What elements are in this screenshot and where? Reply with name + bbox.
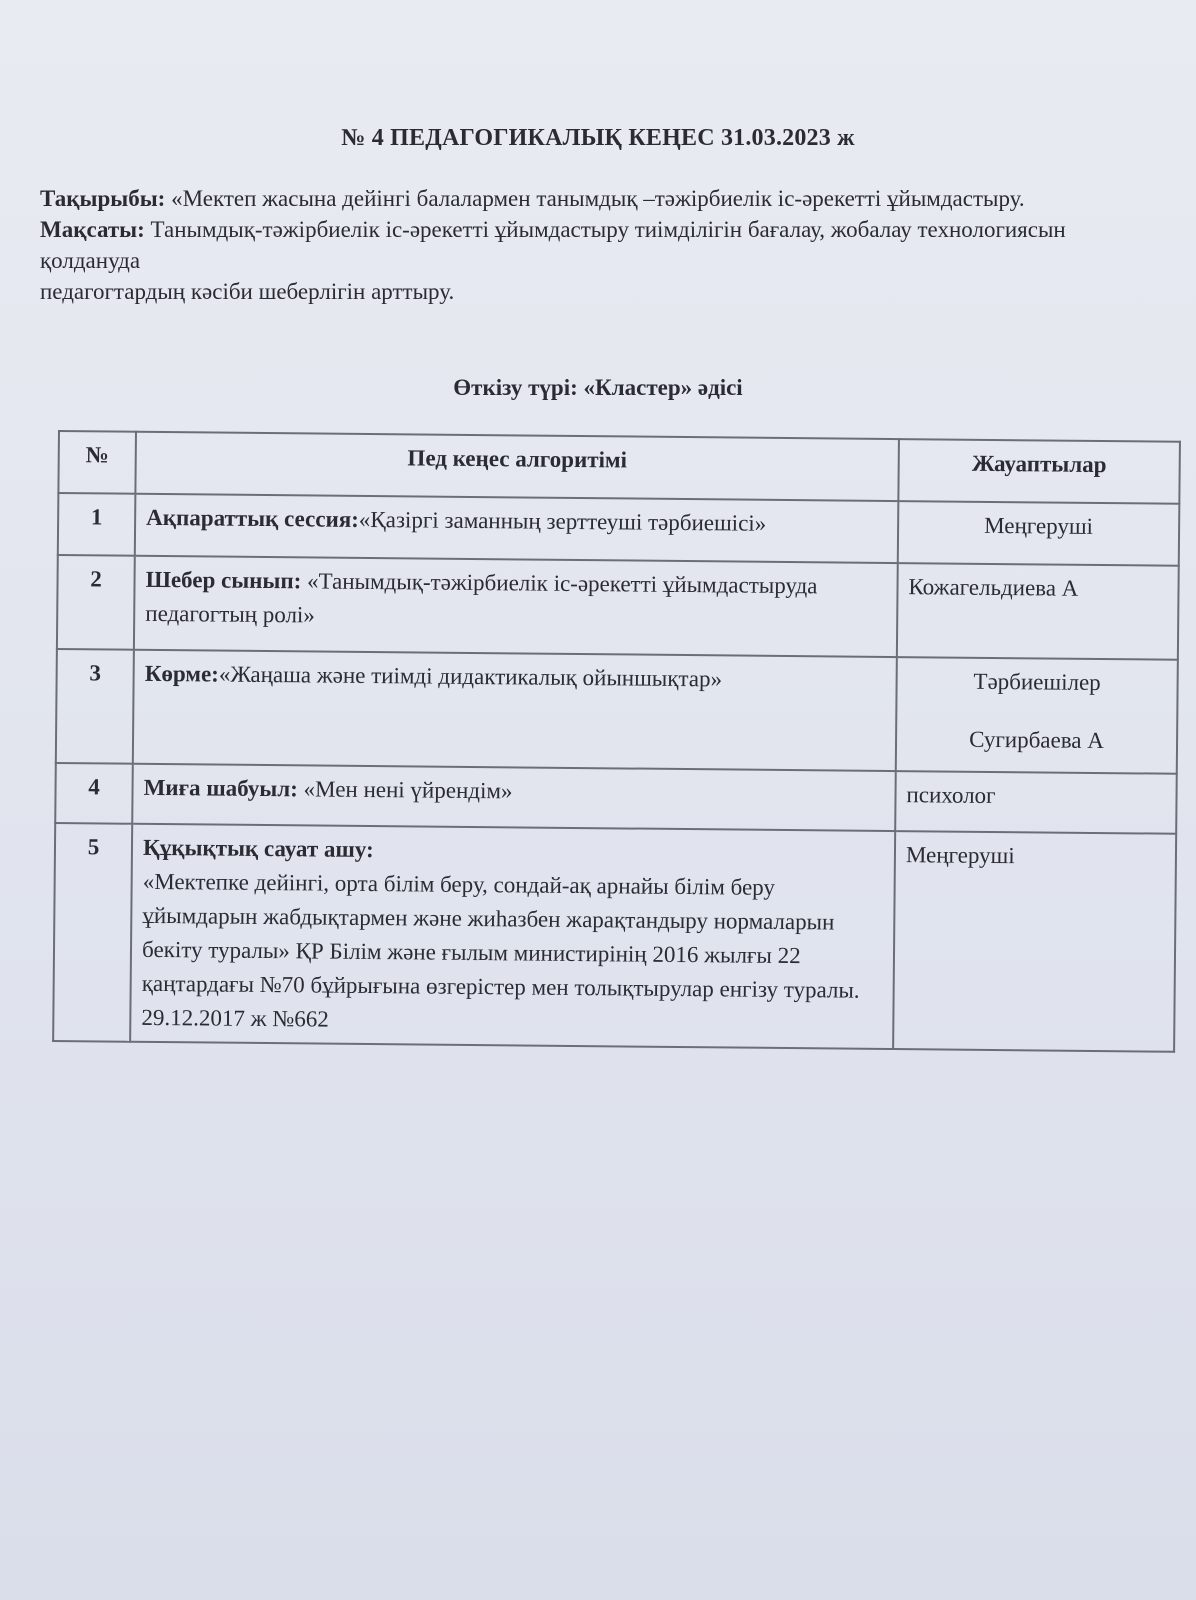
topic-label: Тақырыбы:: [40, 186, 166, 211]
row-responsible: [896, 657, 1178, 774]
row-item: [134, 556, 898, 657]
responsible-name: Сугирбаева А: [969, 726, 1105, 754]
row-item: [130, 824, 895, 1049]
responsible-name: психолог: [906, 782, 996, 809]
table-row: [55, 763, 1177, 834]
table-row: [58, 493, 1180, 566]
table-row: [57, 555, 1179, 660]
row-item: [132, 764, 895, 831]
row-responsible: [895, 771, 1177, 834]
responsible-name: Тәрбиешілер: [973, 668, 1101, 696]
responsible-name: Меңгеруші: [905, 842, 1015, 869]
row-item-title: Көрме:: [144, 660, 220, 687]
goal-line: [40, 214, 1160, 276]
agenda-table: [52, 430, 1181, 1053]
row-responsible: [893, 831, 1176, 1052]
document-meta: [40, 183, 1160, 307]
row-num: 4: [55, 763, 133, 824]
row-num: 1: [58, 493, 136, 556]
header-item: Пед кеңес алгоритімі: [135, 432, 898, 501]
row-num: 5: [53, 823, 132, 1042]
row-item-title: Шебер сынып:: [145, 566, 302, 594]
topic-line: [40, 183, 1160, 214]
goal-line-2: педагогтардың кәсіби шеберлігін арттыру.: [40, 279, 455, 304]
header-num: №: [58, 431, 136, 494]
row-item-text: «Танымдық-тәжірбиелік іс-әрекетті ұйымдастыруда педагогтың ролі»: [145, 568, 818, 628]
row-item: [135, 494, 898, 563]
row-responsible: [897, 563, 1179, 660]
method-heading: Өткізу түрі: «Кластер» әдісі: [453, 375, 743, 400]
responsible-name: Кожагельдиева А: [908, 574, 1079, 601]
row-item-text: «Қазіргі заманның зерттеуші тәрбиешісі»: [358, 506, 767, 536]
goal-text: Танымдық-тәжірбиелік іс-әрекетті ұйымдастыру тиімділігін бағалау, жобалау технологиясын қолдануда: [40, 217, 1066, 273]
topic-text: «Мектеп жасына дейінгі балалармен танымдық –тәжірбиелік іс-әрекетті ұйымдастыру.: [165, 186, 1025, 211]
row-num: 3: [56, 649, 134, 764]
row-item-title: Миға шабуыл:: [143, 774, 298, 802]
row-item: [133, 650, 897, 771]
table-row: [53, 823, 1176, 1052]
table-header-row: [58, 431, 1180, 504]
table-row: [56, 649, 1178, 774]
row-num: 2: [57, 555, 135, 650]
document-title: № 4 ПЕДАГОГИКАЛЫҚ КЕҢЕС 31.03.2023 ж: [341, 125, 855, 151]
row-item-text: «Мектепке дейінгі, орта білім беру, сондай-ақ арнайы білім беру ұйымдарын жабдықтармен және жиһазбен жарақтандыру нормаларын бекіту туралы» ҚР Білім және ғылым министирінің 2016 жылғы 22 қаңтардағы №70 бұйрығына өзгерістер мен толықтырулар енгізу туралы. 29.12.2017 ж №662: [141, 868, 860, 1032]
row-responsible: [898, 501, 1180, 566]
header-responsible: Жауаптылар: [898, 439, 1180, 504]
row-item-title: Ақпараттық сессия:: [146, 504, 359, 532]
goal-label: Мақсаты:: [40, 217, 145, 242]
row-item-title: Құқықтық сауат ашу:: [142, 834, 374, 863]
row-item-text: «Мен нені үйрендім»: [297, 776, 513, 804]
responsible-name: Меңгеруші: [984, 512, 1094, 539]
row-item-text: «Жаңаша және тиімді дидактикалық ойыншықтар»: [218, 661, 723, 692]
